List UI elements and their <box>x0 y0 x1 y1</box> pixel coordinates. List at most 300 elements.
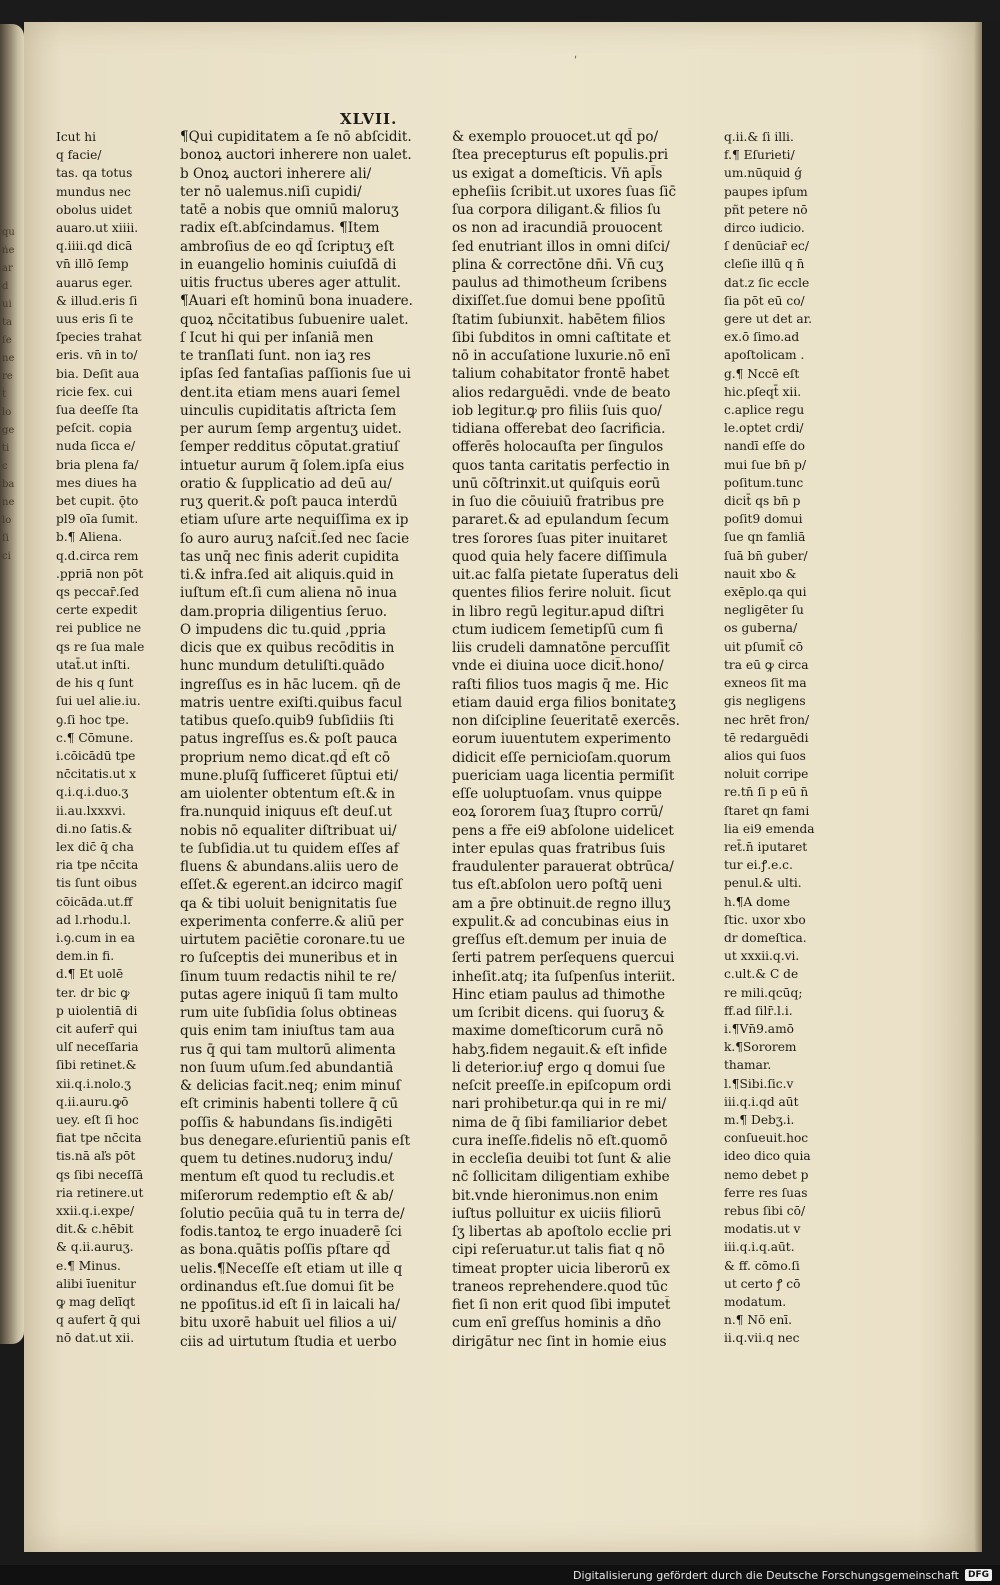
text-line: iuſtum eſt.ſi cum aliena nō inua <box>180 585 397 602</box>
text-line: uit.ac falſa pietate ſuperatus deli <box>452 567 679 583</box>
gloss-line: poſitum.tunc <box>724 475 804 490</box>
text-line: dirigātur nec ſint in homie eius <box>452 1333 667 1350</box>
text-line: inter epulas quas fratribus ſuis <box>452 840 666 857</box>
gloss-line: peſcit. copia <box>56 421 133 436</box>
dfg-logo-icon: DFG <box>965 1569 992 1581</box>
text-line: etiam uſure arte nequiſſima ex ip <box>180 512 409 529</box>
gloss-line: dirco iudicio. <box>724 221 805 236</box>
gloss-line: f.¶ Eſurieti/ <box>724 148 795 163</box>
gloss-line: alios qui ſuos <box>724 748 806 763</box>
text-line: b Onoꝝ auctori inherere ali/ <box>180 165 372 182</box>
gloss-line: pñt petere nō <box>724 202 808 217</box>
gloss-column-right <box>724 128 820 1348</box>
text-line: Hinc etiam paulus ad thimothe <box>452 986 666 1003</box>
footer-credit <box>573 1568 992 1582</box>
gloss-line: bia. Deſit aua <box>56 366 140 381</box>
gloss-line: lex dic̄ q̄ cha <box>56 839 134 854</box>
gloss-line: & q.ii.auruʒ. <box>56 1240 134 1255</box>
gloss-line: xxii.q.i.expe/ <box>56 1203 135 1218</box>
gloss-line: .ppriā non pōt <box>56 566 144 581</box>
gloss-line: ii.q.vii.q nec <box>724 1331 800 1346</box>
gloss-line: di.no ſatis.& <box>56 821 133 836</box>
text-line: mune.pluſq̄ ſufficeret ſūptui eti/ <box>180 767 399 784</box>
text-line: intuetur aurum q̄ ſolem.ipſa eius <box>180 457 405 474</box>
text-line: ciis ad uirtutum ſtudia et uerbo <box>180 1333 397 1350</box>
text-line: fodis.tantoꝝ te ergo inuaderē ſci <box>180 1224 402 1240</box>
gloss-line: e.¶ Minus. <box>56 1258 121 1273</box>
gloss-line: i.¶Vn̄9.amō <box>724 1021 794 1036</box>
main-text-column-left <box>180 128 420 1351</box>
text-line: cum enī greſſus hominis a dn̄o <box>452 1315 662 1332</box>
gloss-line: exneos ſit ma <box>724 676 807 691</box>
text-line: tas unq̄ nec finis aderit cupidita <box>180 548 400 565</box>
text-line: us exigat a domeſticis. Vn̄ apl̄s <box>452 165 663 182</box>
text-line: non ſuum uſum.ſed abundantiā <box>180 1059 394 1076</box>
text-line: tres ſorores ſuas piter inuitaret <box>452 530 668 547</box>
gloss-line: utat̄.ut inſti. <box>56 657 131 672</box>
previous-page-text <box>2 224 22 1124</box>
previous-page-fragment: ṅe <box>2 245 15 256</box>
text-line: habʒ.fidem negauit.& eſt infide <box>452 1041 668 1058</box>
gloss-line: modatum. <box>724 1295 787 1309</box>
gloss-line: ſui uel alie.iu. <box>56 694 141 709</box>
text-line: os non ad iracundiā prouocent <box>452 220 663 237</box>
previous-page-fragment: re <box>2 371 13 382</box>
gloss-line: m.¶ Debʒ.i. <box>724 1112 795 1127</box>
text-line: dam.propria diligentius ſeruo. <box>180 603 388 620</box>
text-line: am a p̄re obtinuit.de regno illuʒ <box>452 895 671 912</box>
gloss-line: ſuā bn̄ guber/ <box>724 548 808 563</box>
gloss-line: ſpecies trahat <box>56 330 142 345</box>
text-line: non diſcipline ſeueritatē exercēs. <box>452 713 680 729</box>
gloss-line: conſueuit.hoc <box>724 1131 809 1146</box>
gloss-line: iii.q.i.qd aūt <box>724 1094 799 1109</box>
gloss-column-left <box>56 128 152 1348</box>
text-line: in eccleſia deuibi tot ſunt & alie <box>452 1151 672 1167</box>
text-line: um ſcribit dicens. qui ſuoruʒ & <box>452 1005 665 1021</box>
text-line: O impudens dic tu.quid ,ppria <box>180 621 386 638</box>
previous-page-fragment: ar <box>2 263 13 274</box>
text-line: nima de q̄ ſibi familiarior debet <box>452 1114 668 1131</box>
gloss-line: ferre res ſuas <box>724 1185 808 1200</box>
gloss-line: tis ſunt oibus <box>56 876 138 891</box>
text-line: hunc mundum detuliſti.quādo <box>180 658 385 675</box>
text-line: ſtatim ſubiunxit. habētem filios <box>452 311 666 328</box>
text-line: te ſubſidia.ut tu quidem eſſes af <box>180 840 399 857</box>
text-line: rus q̄ qui tam multorū alimenta <box>180 1041 396 1058</box>
gloss-line: q.iiii.qd dicā <box>56 239 133 254</box>
gloss-line: mundus nec <box>56 184 131 199</box>
scratch-mark: ʹ <box>574 55 578 68</box>
gloss-line: Icut hi <box>56 130 97 144</box>
text-line: in euangelio hominis cuiuſdā di <box>180 256 397 273</box>
text-line: ſerti patrem perſequens quercui <box>452 950 675 967</box>
gloss-line: le.optet crdi/ <box>724 421 804 436</box>
text-line: expulit.& ad concubinas eius in <box>452 913 669 930</box>
gloss-line: tur ei.ꝭ.e.c. <box>724 858 793 873</box>
text-line: ſua corpora diligant.& filios ſu <box>452 202 661 218</box>
previous-page-fragment: qu <box>2 227 15 238</box>
gloss-line: mui ſue bn̄ p/ <box>724 457 807 472</box>
text-line: eorum iuuentutem experimento <box>452 731 671 748</box>
gloss-line: ut certo ꝭ cō <box>724 1276 801 1291</box>
gloss-line: ſtic. uxor xbo <box>724 912 806 927</box>
gloss-line: iii.q.i.q.aūt. <box>724 1240 795 1255</box>
gloss-line: q facie/ <box>56 148 102 163</box>
previous-page-fragment: lo <box>2 407 12 418</box>
text-line: ſinum tuum redactis nihil te re/ <box>180 968 397 985</box>
text-line: ambroſius de eo qd̄ ſcriptuʒ eſt <box>180 238 395 255</box>
gloss-line: i.ꝯ.cum in ea <box>56 930 136 945</box>
gloss-line: cleſie illū q n̄ <box>724 257 805 272</box>
text-line: ſolutio pecūia quā tu in terra de/ <box>180 1205 405 1222</box>
text-line: traneos reprehendere.quod tūc <box>452 1278 668 1295</box>
gloss-line: ſibi retinet.& <box>56 1058 137 1073</box>
text-line: dent.ita etiam mens auari ſemel <box>180 384 401 401</box>
gloss-line: & illud.eris ſi <box>56 293 138 308</box>
text-line: poſſis & habundans ſis.indigēti <box>180 1114 393 1131</box>
gloss-line: mes diues ha <box>56 475 137 490</box>
gloss-line: auarus eger. <box>56 275 133 290</box>
text-line: matris uentre exiſti.quibus facul <box>180 694 403 711</box>
gloss-line: obolus uidet <box>56 202 133 217</box>
text-line: liis crudeli damnatōne percuſſit <box>452 640 670 656</box>
text-line: per aurum ſemp argentuʒ uidet. <box>180 421 402 437</box>
text-line: quos tanta caritatis perfectio in <box>452 457 670 474</box>
gloss-line: tas. qa totus <box>56 166 133 181</box>
footer-credit-text: Digitalisierung gefördert durch die Deutsche Forschungsgemeinschaft <box>573 1568 959 1582</box>
gloss-line: ſia pōt eū co/ <box>724 293 805 308</box>
gloss-line: qs re ſua male <box>56 639 145 654</box>
text-line: timeat propter uicia liberorū ex <box>452 1260 670 1277</box>
gloss-line: de his q ſunt <box>56 676 134 691</box>
text-line: am uiolenter obtentum eſt.& in <box>180 786 396 802</box>
gloss-line: dit.& c.hēbit <box>56 1222 134 1237</box>
gloss-line: q.i.q.i.duo.ʒ <box>56 785 129 800</box>
gloss-line: qs ſibi neceſſā <box>56 1167 144 1182</box>
text-line: bus denegare.eſurientiū panis eſt <box>180 1132 411 1149</box>
gloss-line: dem.in fi. <box>56 949 115 964</box>
previous-page-fragment: ſi <box>2 533 9 544</box>
gloss-line: ad l.rhodu.l. <box>56 912 132 927</box>
gloss-line: h.¶A dome <box>724 894 791 909</box>
text-line: in ſuo die cōuiuiū fratribus pre <box>452 494 665 510</box>
text-line: quis enim tam iniuſtus tam aua <box>180 1023 395 1040</box>
gloss-line: uit pſumit̄ cō <box>724 639 804 654</box>
text-line: in libro regū legitur.apud diſtri <box>452 603 665 620</box>
text-line: fluens & abundans.aliis uero de <box>180 859 399 875</box>
text-line: ter nō ualemus.niſi cupidi/ <box>180 183 362 200</box>
text-line: alios redarguēdi. vnde de beato <box>452 384 671 401</box>
text-line: ro ſuſceptis dei muneribus et in <box>180 950 398 967</box>
gloss-line: ꝯ.ſi hoc tpe. <box>56 712 129 727</box>
main-text-column-right <box>452 128 700 1351</box>
gloss-line: modatis.ut v <box>724 1222 801 1237</box>
gloss-line: d.¶ Et uolē <box>56 967 124 982</box>
text-line: quentes filios ferire noluit. ſicut <box>452 585 671 602</box>
text-line: eoꝝ ſororem ſuaʒ ſtupro corrū/ <box>452 804 664 821</box>
gloss-line: noluit corripe <box>724 767 809 782</box>
text-line: experimenta conferre.& aliū per <box>180 913 404 930</box>
gloss-line: q.d.circa rem <box>56 548 139 563</box>
previous-page-fragment: ne <box>2 497 15 508</box>
text-line: ſed enutriant illos in omni diſci/ <box>452 238 670 255</box>
gloss-line: ria tpe nc̄cita <box>56 858 139 873</box>
gloss-line: q.ii.auru.ꝙō <box>56 1094 129 1109</box>
text-line: radix eſt.abſcindamus. ¶Item <box>180 220 380 237</box>
text-line: oratio & ſupplicatio ad deū au/ <box>180 475 392 492</box>
text-line: bonoꝝ auctori inherere non ualet. <box>180 147 412 164</box>
gloss-line: fiat tpe nc̄cita <box>56 1131 142 1146</box>
text-line: quoꝝ nc̄citatibus ſubuenire ualet. <box>180 311 409 328</box>
gloss-line: tē redarguēdi <box>724 730 809 745</box>
gloss-line: ret̄.n̄ iputaret <box>724 839 808 854</box>
previous-page-fragment: ṫ <box>2 389 7 400</box>
text-line: cipi reſeruatur.ut talis fiat q nō <box>452 1242 665 1259</box>
folio-number: XLVII. <box>340 110 398 128</box>
text-line: bitu uxorē habuit uel filios a ui/ <box>180 1315 397 1332</box>
text-line: nō in accuſatione luxurie.nō enī <box>452 348 671 364</box>
text-line: puericiam uaga licentia permiſit <box>452 767 675 784</box>
text-line: ſo auro auruʒ naſcit̄.ſed nec ſacie <box>180 530 410 547</box>
text-line: ne ppoſitus.id eſt ſi in laicali ha/ <box>180 1297 400 1313</box>
previous-page-fragment: ba <box>2 479 15 490</box>
gloss-line: ex.ō ſimo.ad <box>724 330 800 345</box>
previous-page-fragment: d <box>2 281 9 292</box>
previous-page-edge <box>0 24 24 1344</box>
text-line: mentum eſt quod tu recludis.et <box>180 1169 395 1186</box>
gloss-line: thamar. <box>724 1058 772 1073</box>
gloss-line: nauit xbo & <box>724 566 797 581</box>
previous-page-fragment: lo <box>2 515 12 526</box>
gloss-line: c.aplice regu <box>724 403 805 418</box>
gloss-line: ulſ neceſſaria <box>56 1040 139 1055</box>
gloss-line: dat.z ſic eccle <box>724 275 810 290</box>
text-line: bit.vnde hieronimus.non enim <box>452 1187 659 1204</box>
gloss-line: gis negligens <box>724 694 806 709</box>
text-line: nobis nō equaliter diſtribuat ui/ <box>180 822 397 839</box>
text-line: as bona.quātis poſſis pſtare qd̄ <box>180 1242 391 1259</box>
text-line: ruʒ querit.& poſt pauca interdū <box>180 494 398 510</box>
gloss-line: eris. vn̄ in to/ <box>56 348 138 363</box>
text-line: eſſe uoluptuoſam. vnus quippe <box>452 786 663 802</box>
gloss-line: negligēter ſu <box>724 603 804 618</box>
text-line: plina & correctōne dn̄i. Vn̄ cuʒ <box>452 256 664 273</box>
gloss-line: q aufert q̄ qui <box>56 1313 141 1328</box>
text-line: eſſet.& egerent.an idcirco magiſ <box>180 877 403 894</box>
gloss-line: penul.& ulti. <box>724 876 802 891</box>
text-line: ſemper redditus cōputat.gratiuſ <box>180 439 399 456</box>
gloss-line: k.¶Sororem <box>724 1040 797 1055</box>
text-line: paulus ad thimotheum ſcribens <box>452 275 667 291</box>
text-line: inheſit.atq; ita ſuſpenſus interiit. <box>452 968 676 985</box>
text-line: & delicias facit.neq; enim minuſ <box>180 1078 401 1094</box>
gloss-line: nō dat.ut xii. <box>56 1331 135 1346</box>
text-line: fiet ſi non erit quod ſibi imputet̄ <box>452 1297 671 1313</box>
gloss-line: ria retinere.ut <box>56 1185 144 1200</box>
gloss-line: nemo debet p <box>724 1167 809 1182</box>
gloss-line: ſua deeſſe ſta <box>56 403 139 418</box>
text-line: maxime domeſticorum curā nō <box>452 1023 664 1040</box>
gloss-line: p uiolentiā di <box>56 1003 138 1018</box>
text-line: tatibus queſo.quib9 ſubſidiis ſti <box>180 713 394 729</box>
gloss-line: rebus ſibi cō/ <box>724 1203 806 1218</box>
gloss-line: re mili.qcūq; <box>724 985 803 1000</box>
gloss-line: pl9 oīa ſumit. <box>56 512 139 527</box>
gloss-line: ff.ad ſilr̄.l.i. <box>724 1003 793 1018</box>
gloss-line: ſ denūciar̄ ec/ <box>724 239 809 254</box>
text-line: eſt criminis habenti tollere q̄ cū <box>180 1096 399 1113</box>
text-line: nari prohibetur.qa qui in re mi/ <box>452 1096 667 1113</box>
gloss-line: nec hrēt fron/ <box>724 712 810 727</box>
text-line: nc̄ ſollicitam diligentiam exhibe <box>452 1169 670 1186</box>
gloss-line: uey. eſt ſi hoc <box>56 1112 139 1127</box>
gloss-line: os guberna/ <box>724 621 798 636</box>
gloss-line: bet cupit. ǭto <box>56 494 139 509</box>
gloss-line: bria plena fa/ <box>56 457 139 472</box>
gloss-line: apoſtolicam . <box>724 348 805 363</box>
text-line: talium cohabitator frontē habet <box>452 366 670 383</box>
gloss-line: c.¶ Cōmune. <box>56 730 134 745</box>
gloss-line: exēplo.qa qui <box>724 585 807 600</box>
gloss-line: certe expedit <box>56 603 138 618</box>
gloss-line: paupes ipſum <box>724 184 808 199</box>
text-line: ingreſſus es in hāc lucem. qn̄ de <box>180 676 401 693</box>
previous-page-fragment: c <box>2 461 8 472</box>
gloss-line: ter. dr bic ꝙ <box>56 985 130 1000</box>
gloss-line: cit auferr̄ qui <box>56 1021 138 1036</box>
gloss-line: tra eū ꝙ circa <box>724 657 809 672</box>
gloss-line: re.tn̄ ſi p eū n̄ <box>724 785 809 800</box>
text-line: unū cōſtrinxit.ut quiſquis eorū <box>452 475 661 492</box>
gloss-line: b.¶ Aliena. <box>56 530 123 545</box>
text-line: raſti filios tuos magis q̄ me. Hic <box>452 676 669 693</box>
text-line: cura ineſſe.fidelis nō eſt.quomō <box>452 1132 668 1149</box>
gloss-line: l.¶Sibi.ſic.v <box>724 1076 794 1091</box>
previous-page-fragment: ci <box>2 551 11 562</box>
gloss-line: ii.au.lxxxvi. <box>56 803 126 818</box>
text-line: iuſtus polluitur ex uiciis filiorū <box>452 1205 662 1222</box>
previous-page-fragment: ne <box>2 353 15 364</box>
gloss-line: g.¶ Nccē eſt <box>724 366 800 381</box>
gloss-line: vn̄ illō ſemp <box>56 257 129 272</box>
gloss-line: dr domeſtica. <box>724 930 807 945</box>
text-line: patus ingreſſus es.& poſt pauca <box>180 731 398 748</box>
text-line: epheſiis ſcribit.ut uxores ſuas ſic̄ <box>452 183 677 200</box>
manuscript-page <box>24 22 974 1552</box>
gloss-line: ut xxxii.q.vi. <box>724 949 800 964</box>
text-line: ti.& infra.ſed ait aliquis.quid in <box>180 567 394 583</box>
text-line: miſerorum redemptio eſt & ab/ <box>180 1187 394 1204</box>
text-line: ſ Icut hi qui per inſaniā men <box>180 329 374 346</box>
gloss-line: xii.q.i.nolo.ʒ <box>56 1076 131 1091</box>
text-line: didicit eſſe pernicioſam.quorum <box>452 749 671 766</box>
gloss-line: poſit9 domui <box>724 512 803 527</box>
gloss-line: ſue qn famliā <box>724 530 806 545</box>
text-line: proprium nemo dicat.qd̄ eſt cō <box>180 749 391 766</box>
gloss-line: nc̄citatis.ut x <box>56 767 136 782</box>
text-line: uelis.¶Neceſſe eſt etiam ut ille q <box>180 1260 403 1277</box>
previous-page-fragment: ti <box>2 443 10 454</box>
gloss-line: ſtaret qn fami <box>724 803 810 818</box>
text-line: ſtea precepturus eſt populis.pri <box>452 147 669 164</box>
gloss-line: lia ei9 emenda <box>724 821 815 836</box>
gloss-line: n.¶ Nō enī. <box>724 1313 793 1328</box>
gloss-line: dicit̄ qs bn̄ p <box>724 494 801 509</box>
previous-page-fragment: ſe <box>2 335 12 346</box>
top-background-band <box>0 0 1000 22</box>
text-line: tus eſt.abſolon uero poſtq̄ ueni <box>452 877 663 894</box>
text-line: pens a fr̄e ei9 abſolone uidelicet <box>452 822 674 839</box>
text-line: tidiana offerebat deo ſacrificia. <box>452 421 666 437</box>
text-line: tatē a nobis que omniū maloruʒ <box>180 202 399 218</box>
gloss-line: nandī eſſe do <box>724 439 805 454</box>
text-line: quem tu detines.nudoruʒ indu/ <box>180 1151 393 1167</box>
gloss-line: auaro.ut xiiii. <box>56 221 139 236</box>
text-line: qa & tibi uoluit benignitatis ſue <box>180 895 398 912</box>
gloss-line: qs peccar̄.ſed <box>56 585 140 600</box>
gloss-line: uus eris ſi te <box>56 312 134 327</box>
gloss-line: nuda ſicca e/ <box>56 439 136 454</box>
gloss-line: cōicāda.ut.ff <box>56 894 133 909</box>
text-line: uinculis cupiditatis aſtricta ſem <box>180 402 397 419</box>
gloss-line: ricie fex. cui <box>56 384 133 399</box>
text-line: li deterior.iuꝭ ergo q domui ſue <box>452 1059 666 1076</box>
gloss-line: hic.pſeqt̄ xii. <box>724 384 802 399</box>
text-line: ipſas ſed fantaſias paſſionis ſue ui <box>180 366 411 383</box>
text-line: quod quia hely facere diſſimula <box>452 548 668 565</box>
gloss-line: tis.nā aľs pōt <box>56 1149 136 1164</box>
gloss-line: alibi īuenitur <box>56 1276 136 1291</box>
text-line: vnde ei diuina uoce dicit̄.hono/ <box>452 658 664 675</box>
text-line: ordinandus eſt.ſue domui ſit be <box>180 1278 395 1295</box>
previous-page-fragment: ui <box>2 299 12 310</box>
text-line: iob legitur.ꝙ pro filiis ſuis quo/ <box>452 402 662 419</box>
text-line: uitis fructus uberes ager attulit. <box>180 275 401 291</box>
text-line: ſʒ libertas ab apoſtolo ecclie pri <box>452 1224 672 1240</box>
gloss-line: ꝙ mag delīqt <box>56 1295 136 1309</box>
text-line: greſſus eſt.demum per inuia de <box>452 932 667 948</box>
text-line: uirtutem paciētie coronare.tu ue <box>180 932 406 948</box>
text-line: neſcit preeſſe.in epiſcopum ordi <box>452 1078 672 1094</box>
text-line: dixiſſet.ſue domui bene ppoſitū <box>452 293 666 310</box>
text-line: ctum iudicem ſemetipſū cum fi <box>452 621 664 638</box>
text-line: ¶Qui cupiditatem a ſe nō abſcidit. <box>180 129 412 145</box>
gloss-line: gere ut det ar. <box>724 312 812 327</box>
text-line: ¶Auari eſt hominū bona inuadere. <box>180 293 413 310</box>
text-line: putas agere iniquū ſi tam multo <box>180 986 399 1003</box>
text-line: & exemplo prouocet.ut qd̄ po/ <box>452 129 659 145</box>
page-edge <box>974 22 982 1552</box>
text-line: etiam dauid erga filios bonitateʒ <box>452 694 676 711</box>
gloss-line: q.ii.& ſi illi. <box>724 130 794 144</box>
text-line: ſibi ſubditos in omni caſtitate et <box>452 329 671 346</box>
text-line: dicis que ex quibus recōditis in <box>180 640 395 656</box>
text-line: fra.nunquid iniquus eſt deuſ.ut <box>180 804 392 821</box>
text-line: rum uite ſubſidia ſolus obtineas <box>180 1005 397 1021</box>
previous-page-fragment: ge <box>2 425 15 436</box>
gloss-line: c.ult.& C de <box>724 967 799 982</box>
previous-page-fragment: ta <box>2 317 12 328</box>
text-line: pararet.& ad epulandum ſecum <box>452 512 669 529</box>
gloss-line: ideo dico quia <box>724 1149 811 1164</box>
text-line: offerēs holocauſta per ſingulos <box>452 439 664 456</box>
gloss-line: um.nūquid ǵ <box>724 166 803 181</box>
text-line: fraudulenter parauerat obtrūca/ <box>452 859 674 875</box>
gloss-line: i.cōicādū tpe <box>56 748 136 763</box>
gloss-line: rei publice ne <box>56 621 142 636</box>
text-line: te tranſlati ſunt. non iaʒ res <box>180 348 371 364</box>
